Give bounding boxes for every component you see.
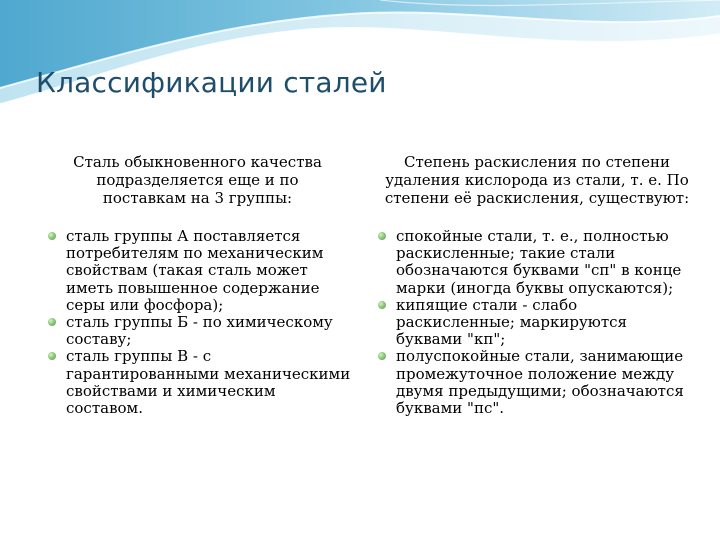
left-bullet-list (48, 228, 353, 417)
list-item (378, 297, 696, 349)
list-item-text: спокойные стали, т. е., полностью раскисленные; такие стали обозначаются буквами "сп" в конце марки (иногда буквы опускаются); (396, 227, 682, 297)
bullet-icon (48, 352, 56, 360)
list-item-text: сталь группы Б - по химическому составу; (66, 313, 333, 349)
right-intro: Степень раскисления по степени удаления кислорода из стали, т. е. По степени её раскисления, существуют: (384, 153, 690, 207)
left-column (48, 153, 353, 417)
list-item-text: полуспокойные стали, занимающие промежуточное положение между двумя предыдущими; обозначаются буквами "пс". (396, 347, 684, 418)
list-item (48, 228, 353, 314)
right-column (378, 153, 696, 417)
bullet-icon (378, 232, 386, 240)
list-item (378, 228, 696, 297)
bullet-icon (48, 232, 56, 240)
slide-title: Классификации сталей (36, 66, 387, 99)
bullet-icon (378, 352, 386, 360)
list-item (378, 348, 696, 417)
list-item-text: кипящие стали - слабо раскисленные; маркируются буквами "кп"; (396, 295, 627, 349)
list-item (48, 314, 353, 348)
bullet-icon (378, 301, 386, 309)
left-intro: Сталь обыкновенного качества подразделяется еще и по поставкам на 3 группы: (73, 153, 322, 207)
bullet-icon (48, 318, 56, 326)
list-item (48, 348, 353, 417)
right-bullet-list (378, 228, 696, 417)
list-item-text: сталь группы А поставляется потребителям по механическим свойствам (такая сталь может иметь повышенное содержание серы или фосфора); (66, 227, 324, 314)
list-item-text: сталь группы В - с гарантированными механическими свойствами и химическим составом. (66, 347, 351, 418)
